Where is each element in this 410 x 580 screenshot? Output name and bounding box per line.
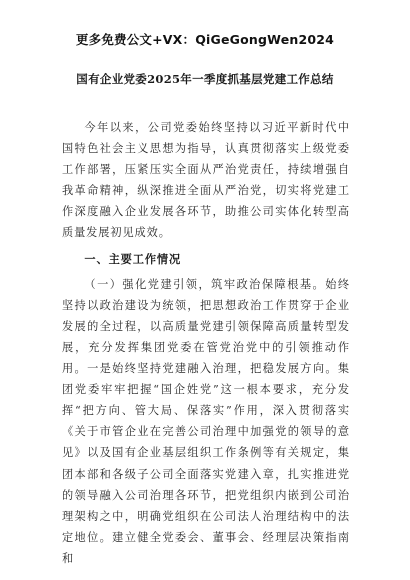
intro-paragraph: 今年以来，公司党委始终坚持以习近平新时代中国特色社会主义思想为指导，认真贯彻落实上级党委工作部署，压紧压实全面从严治党责任，持续增强自我革命精神，纵深推进全面从严治党，切实将党建工作深度融入企业发展各环节，助推公司实体化转型高质量发展初见成效。	[62, 121, 350, 240]
section-paragraph: （一）强化党建引领，筑牢政治保障根基。始终坚持以政治建设为统领，把思想政治工作贯穿于企业发展的全过程，以高质量党建引领保障高质量转型发展，充分发挥集团党委在管党治党中的引领推动作用。一是始终坚持党建融入治理，把稳发展方向。集团党委牢牢把握“国企姓党”这一根本要求，充分发挥“把方向、管大局、保落实”作用，深入贯彻落实《关于市管企业在完善公司治理中加强党的领导的意见》以及国有企业基层组织工作条例等有关规定，集团本部和各级子公司全面落实党建入章，扎实推进党的领导融入公司治理各环节，把党组织内嵌到公司治理架构之中，明确党组织在公司法人治理结构中的法定地位。建立健全党委会、董事会、经理层决策指南和	[62, 277, 350, 565]
document-title: 国有企业党委2025年一季度抓基层党建工作总结	[76, 72, 334, 86]
document-body	[62, 117, 350, 569]
header-note: 更多免费公文+VX：QiGeGongWen2024	[75, 32, 335, 47]
section-heading: 一、主要工作情况	[84, 251, 182, 266]
